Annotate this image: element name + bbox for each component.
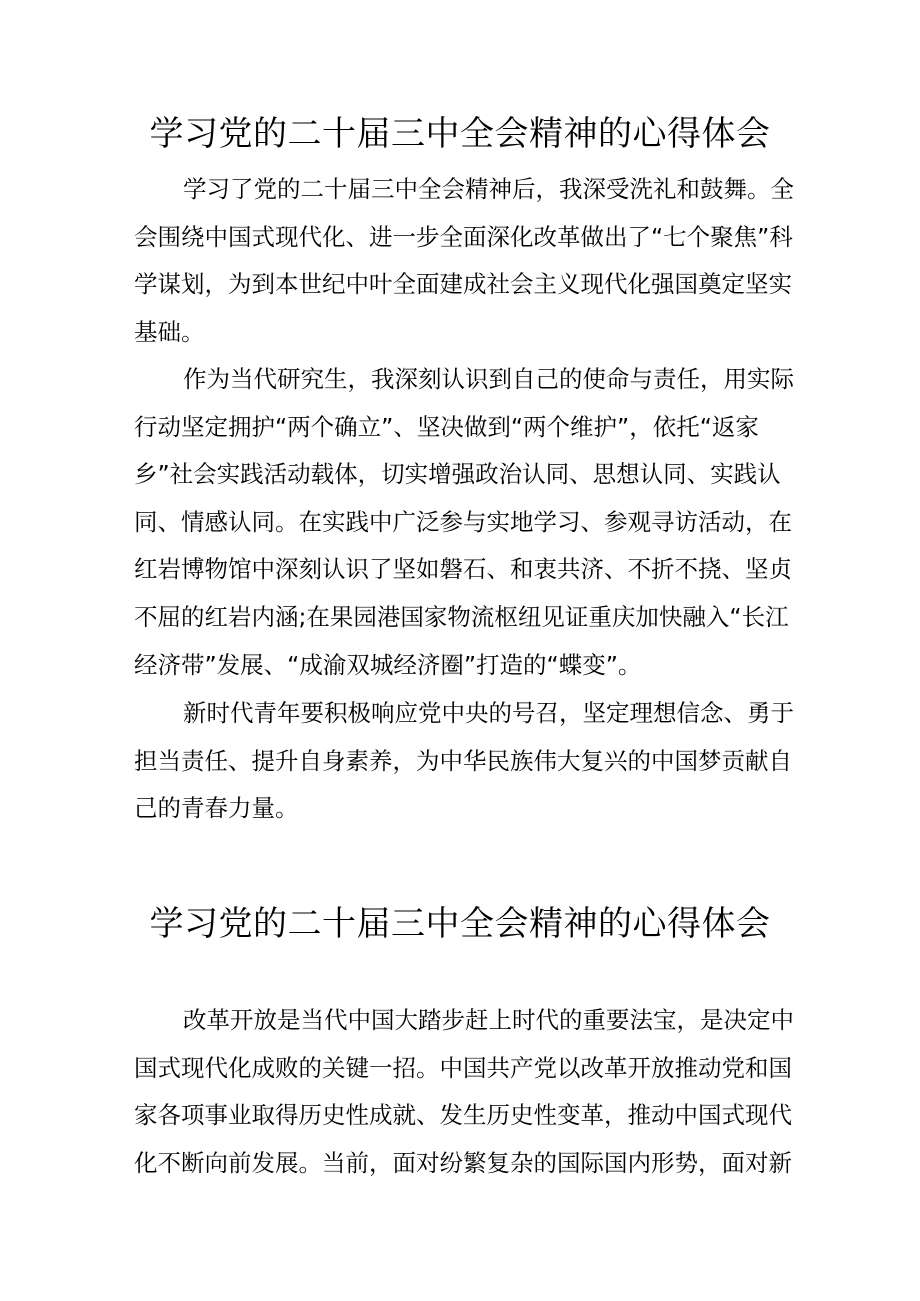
section-1-paragraph-1: 学习了党的二十届三中全会精神后，我深受洗礼和鼓舞。全会围绕中国式现代化、进一步全面深化改革做出了“七个聚焦”科学谋划，为到本世纪中叶全面建成社会主义现代化强国奠定坚实基础。: [134, 175, 794, 346]
section-2-title: 学习党的二十届三中全会精神的心得体会: [149, 904, 771, 944]
section-1-paragraph-3: 新时代青年要积极响应党中央的号召，坚定理想信念、勇于担当责任、提升自身素养，为中华民族伟大复兴的中国梦贡献自己的青春力量。: [134, 699, 794, 823]
section-1-title: 学习党的二十届三中全会精神的心得体会: [149, 114, 771, 154]
section-1-paragraph-2: 作为当代研究生，我深刻认识到自己的使命与责任，用实际行动坚定拥护“两个确立”、坚决做到“两个维护”，依托“返家乡”社会实践活动载体，切实增强政治认同、思想认同、实践认同、情感认同。在实践中广泛参与实地学习、参观寻访活动，在红岩博物馆中深刻认识了坚如磐石、和衷共济、不折不挠、坚贞不屈的红岩内涵;在果园港国家物流枢纽见证重庆加快融入“长江经济带”发展、“成渝双城经济圈”打造的“蝶变”。: [134, 365, 794, 679]
section-2-paragraph-1: 改革开放是当代中国大踏步赶上时代的重要法宝，是决定中国式现代化成败的关键一招。中国共产党以改革开放推动党和国家各项事业取得历史性成就、发生历史性变革，推动中国式现代化不断向前发展。当前，面对纷繁复杂的国际国内形势，面对新: [134, 1006, 794, 1177]
